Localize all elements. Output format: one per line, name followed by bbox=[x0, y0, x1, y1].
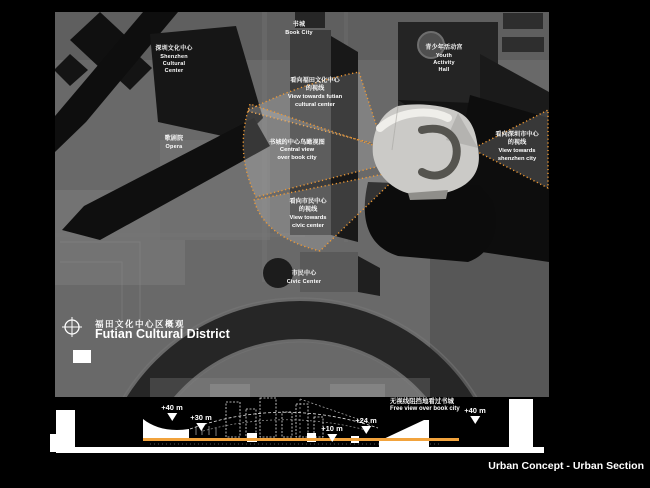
section-swoosh-building bbox=[143, 419, 189, 440]
cone-label-view-book-city: 书城的中心鸟瞰视图 Central view over book city bbox=[269, 139, 325, 162]
section-note: 无视线阻挡地看过书城 Free view over book city bbox=[390, 398, 460, 412]
district-title-zh: 福田文化中心区概观 bbox=[95, 319, 186, 329]
map-label-civic-center: 市民中心 Civic Center bbox=[286, 271, 322, 285]
marker-triangle-icon bbox=[327, 434, 337, 442]
district-title-en: Futian Cultural District bbox=[95, 327, 230, 341]
map-label-youth-activity-hall: 青少年活动宫 Youth Activity Hall bbox=[425, 45, 463, 74]
elevation-marker-40-right: +40 m bbox=[464, 406, 485, 424]
marker-triangle-icon bbox=[470, 416, 480, 424]
cone-label-view-civic: 看向市民中心 的视线 View towards civic center bbox=[289, 198, 327, 229]
marker-triangle-icon bbox=[196, 423, 206, 431]
map-label-shenzhen-cultural-center: 深圳文化中心 Shenzhen Cultural Center bbox=[155, 46, 193, 75]
marker-triangle-icon bbox=[167, 413, 177, 421]
title-block bbox=[62, 317, 230, 342]
map-label-book-city: 书城 Book City bbox=[285, 22, 313, 36]
elevation-marker-40-left: +40 m bbox=[161, 403, 182, 421]
section-left-tower-top bbox=[73, 350, 91, 363]
elevation-marker-30: +30 m bbox=[190, 413, 211, 431]
section-left-tower-base bbox=[50, 410, 75, 452]
footer-caption: Urban Concept - Urban Section bbox=[488, 460, 644, 472]
cone-label-view-shenzhen: 看向深圳市中心 的视线 View towards shenzhen city bbox=[495, 131, 539, 162]
view-ground-line bbox=[143, 438, 459, 441]
section-wedge-building bbox=[379, 420, 429, 449]
elevation-marker-24: +24 m bbox=[355, 416, 376, 434]
cone-label-view-futian: 看向福田文化中心 的视线 View towards futian cultural center bbox=[287, 77, 343, 108]
compass-icon bbox=[62, 317, 82, 337]
elevation-marker-10: +10 m bbox=[321, 424, 342, 442]
section-right-tower bbox=[509, 399, 533, 453]
map-label-opera: 歌剧院 Opera bbox=[164, 136, 184, 150]
marker-triangle-icon bbox=[361, 426, 371, 434]
